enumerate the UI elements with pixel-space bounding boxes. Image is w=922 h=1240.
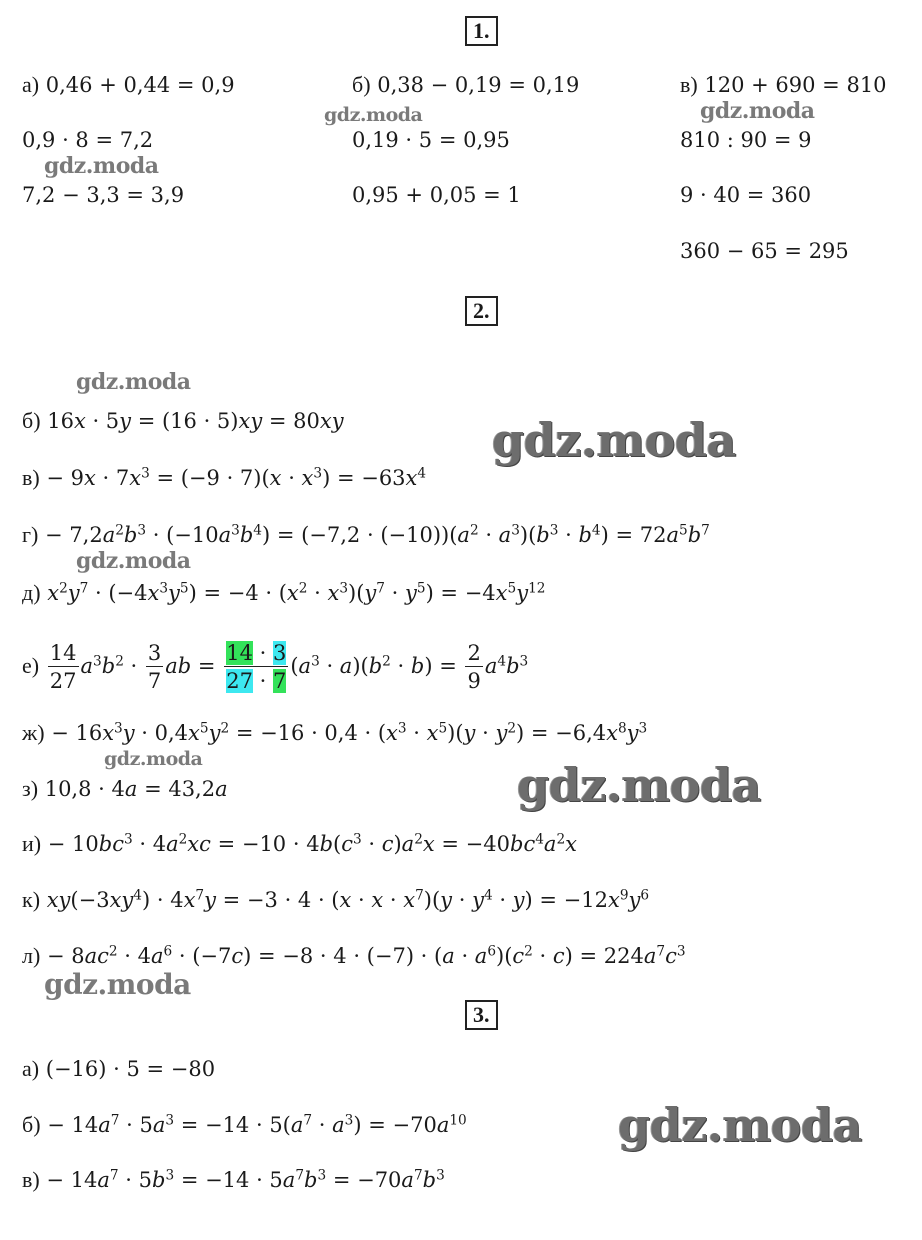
watermark: gdz.moda <box>618 1098 862 1152</box>
ex1-a-line3: 7,2 − 3,3 = 3,9 <box>22 183 185 207</box>
watermark: gdz.moda <box>104 748 203 770</box>
watermark: gdz.moda <box>517 758 761 812</box>
ex3-v: $в) - 14a^7 \cdot 5b^3 = -14 \cdot 5a^7b^3 = -70a^7b^3$ <box>22 1167 445 1192</box>
watermark: gdz.moda <box>492 413 736 467</box>
ex2-zh: $ж) - 16x^3y \cdot 0,4x^5y^2 = -16 \cdot 0,4 \cdot (x^3 \cdot x^5)(y \cdot y^2) = -6,4x^8y^3$ <box>22 720 648 745</box>
section-number-1: 1. <box>465 16 498 46</box>
ex2-l: $л) - 8ac^2 \cdot 4a^6 \cdot (-7c) = -8 \cdot 4 \cdot (-7) \cdot (a \cdot a^6)(c^2 \cdot c) = 224a^7c^3$ <box>22 943 686 968</box>
ex1-v-line1: в) 120 + 690 = 810 <box>680 72 887 97</box>
ex2-g: $г) - 7,2a^2b^3 \cdot (-10a^3b^4) = (-7,2 \cdot (-10))(a^2 \cdot a^3)(b^3 \cdot b^4) = 72a^5b^7$ <box>22 522 710 547</box>
ex3-b: $б) - 14a^7 \cdot 5a^3 = -14 \cdot 5(a^7 \cdot a^3) = -70a^{10}$ <box>22 1112 467 1137</box>
ex2-k: к) $xy(-3xy^4) \cdot 4x^7y = -3 \cdot 4 \cdot (x \cdot x \cdot x^7)(y \cdot y^4 \cdot y) = -12x^9y^6$ <box>22 887 650 912</box>
fraction: $\frac{2}{9}$ <box>467 641 481 693</box>
watermark: gdz.moda <box>76 369 191 395</box>
fraction: $\frac{3}{7}$ <box>147 641 162 693</box>
ex2-z: з) 10,8 · 4a = 43,2a <box>22 776 228 801</box>
watermark: gdz.moda <box>700 98 815 124</box>
section-number-3: 3. <box>465 1000 498 1030</box>
ex1-b-line3: 0,95 + 0,05 = 1 <box>352 183 521 207</box>
ex1-v-line4: 360 − 65 = 295 <box>680 239 849 263</box>
fraction: $\frac{14}{27}$ <box>49 641 77 693</box>
fraction-highlighted: $\frac{14 \cdot 3}{27 \cdot 7}$ <box>226 641 287 693</box>
ex1-a-line2: 0,9 · 8 = 7,2 <box>22 128 154 152</box>
ex2-i: $и) - 10bc^3 \cdot 4a^2xc = -10 \cdot 4b(c^3 \cdot c)a^2x = -40bc^4a^2x$ <box>22 831 577 856</box>
ex1-b-line1: б) 0,38 − 0,19 = 0,19 <box>352 72 580 97</box>
ex1-b-line2: 0,19 · 5 = 0,95 <box>352 128 510 152</box>
watermark: gdz.moda <box>76 548 191 574</box>
ex1-v-line2: 810 : 90 = 9 <box>680 128 812 152</box>
ex1-v-line3: 9 · 40 = 360 <box>680 183 812 207</box>
ex1-a-line1: а) 0,46 + 0,44 = 0,9 <box>22 72 235 97</box>
watermark: gdz.moda <box>44 153 159 179</box>
ex3-a: а) (−16) · 5 = −80 <box>22 1056 216 1081</box>
watermark: gdz.moda <box>324 104 423 126</box>
ex2-d: д) $x^2y^7 \cdot (-4x^3y^5) = -4 \cdot (x^2 \cdot x^3)(y^7 \cdot y^5) = -4x^5y^{12}$ <box>22 580 546 605</box>
ex2-b: б) 16x · 5y = (16 · 5)xy = 80xy <box>22 408 344 433</box>
section-number-2: 2. <box>465 296 498 326</box>
watermark: gdz.moda <box>44 968 191 1001</box>
ex2-v: $в) - 9x \cdot 7x^3 = (-9 \cdot 7)(x \cdot x^3) = -63x^4$ <box>22 465 427 490</box>
ex2-e: е) $\frac{14}{27}$ $a^3b^2$ · $\frac{3}{7}$ ab = $\frac{14 \cdot 3}{27 \cdot 7}$ $(a^3 \cdot a)(b^2 \cdot b)$ = $\frac{2}{9}$ $a^4b^3$ <box>22 641 529 693</box>
